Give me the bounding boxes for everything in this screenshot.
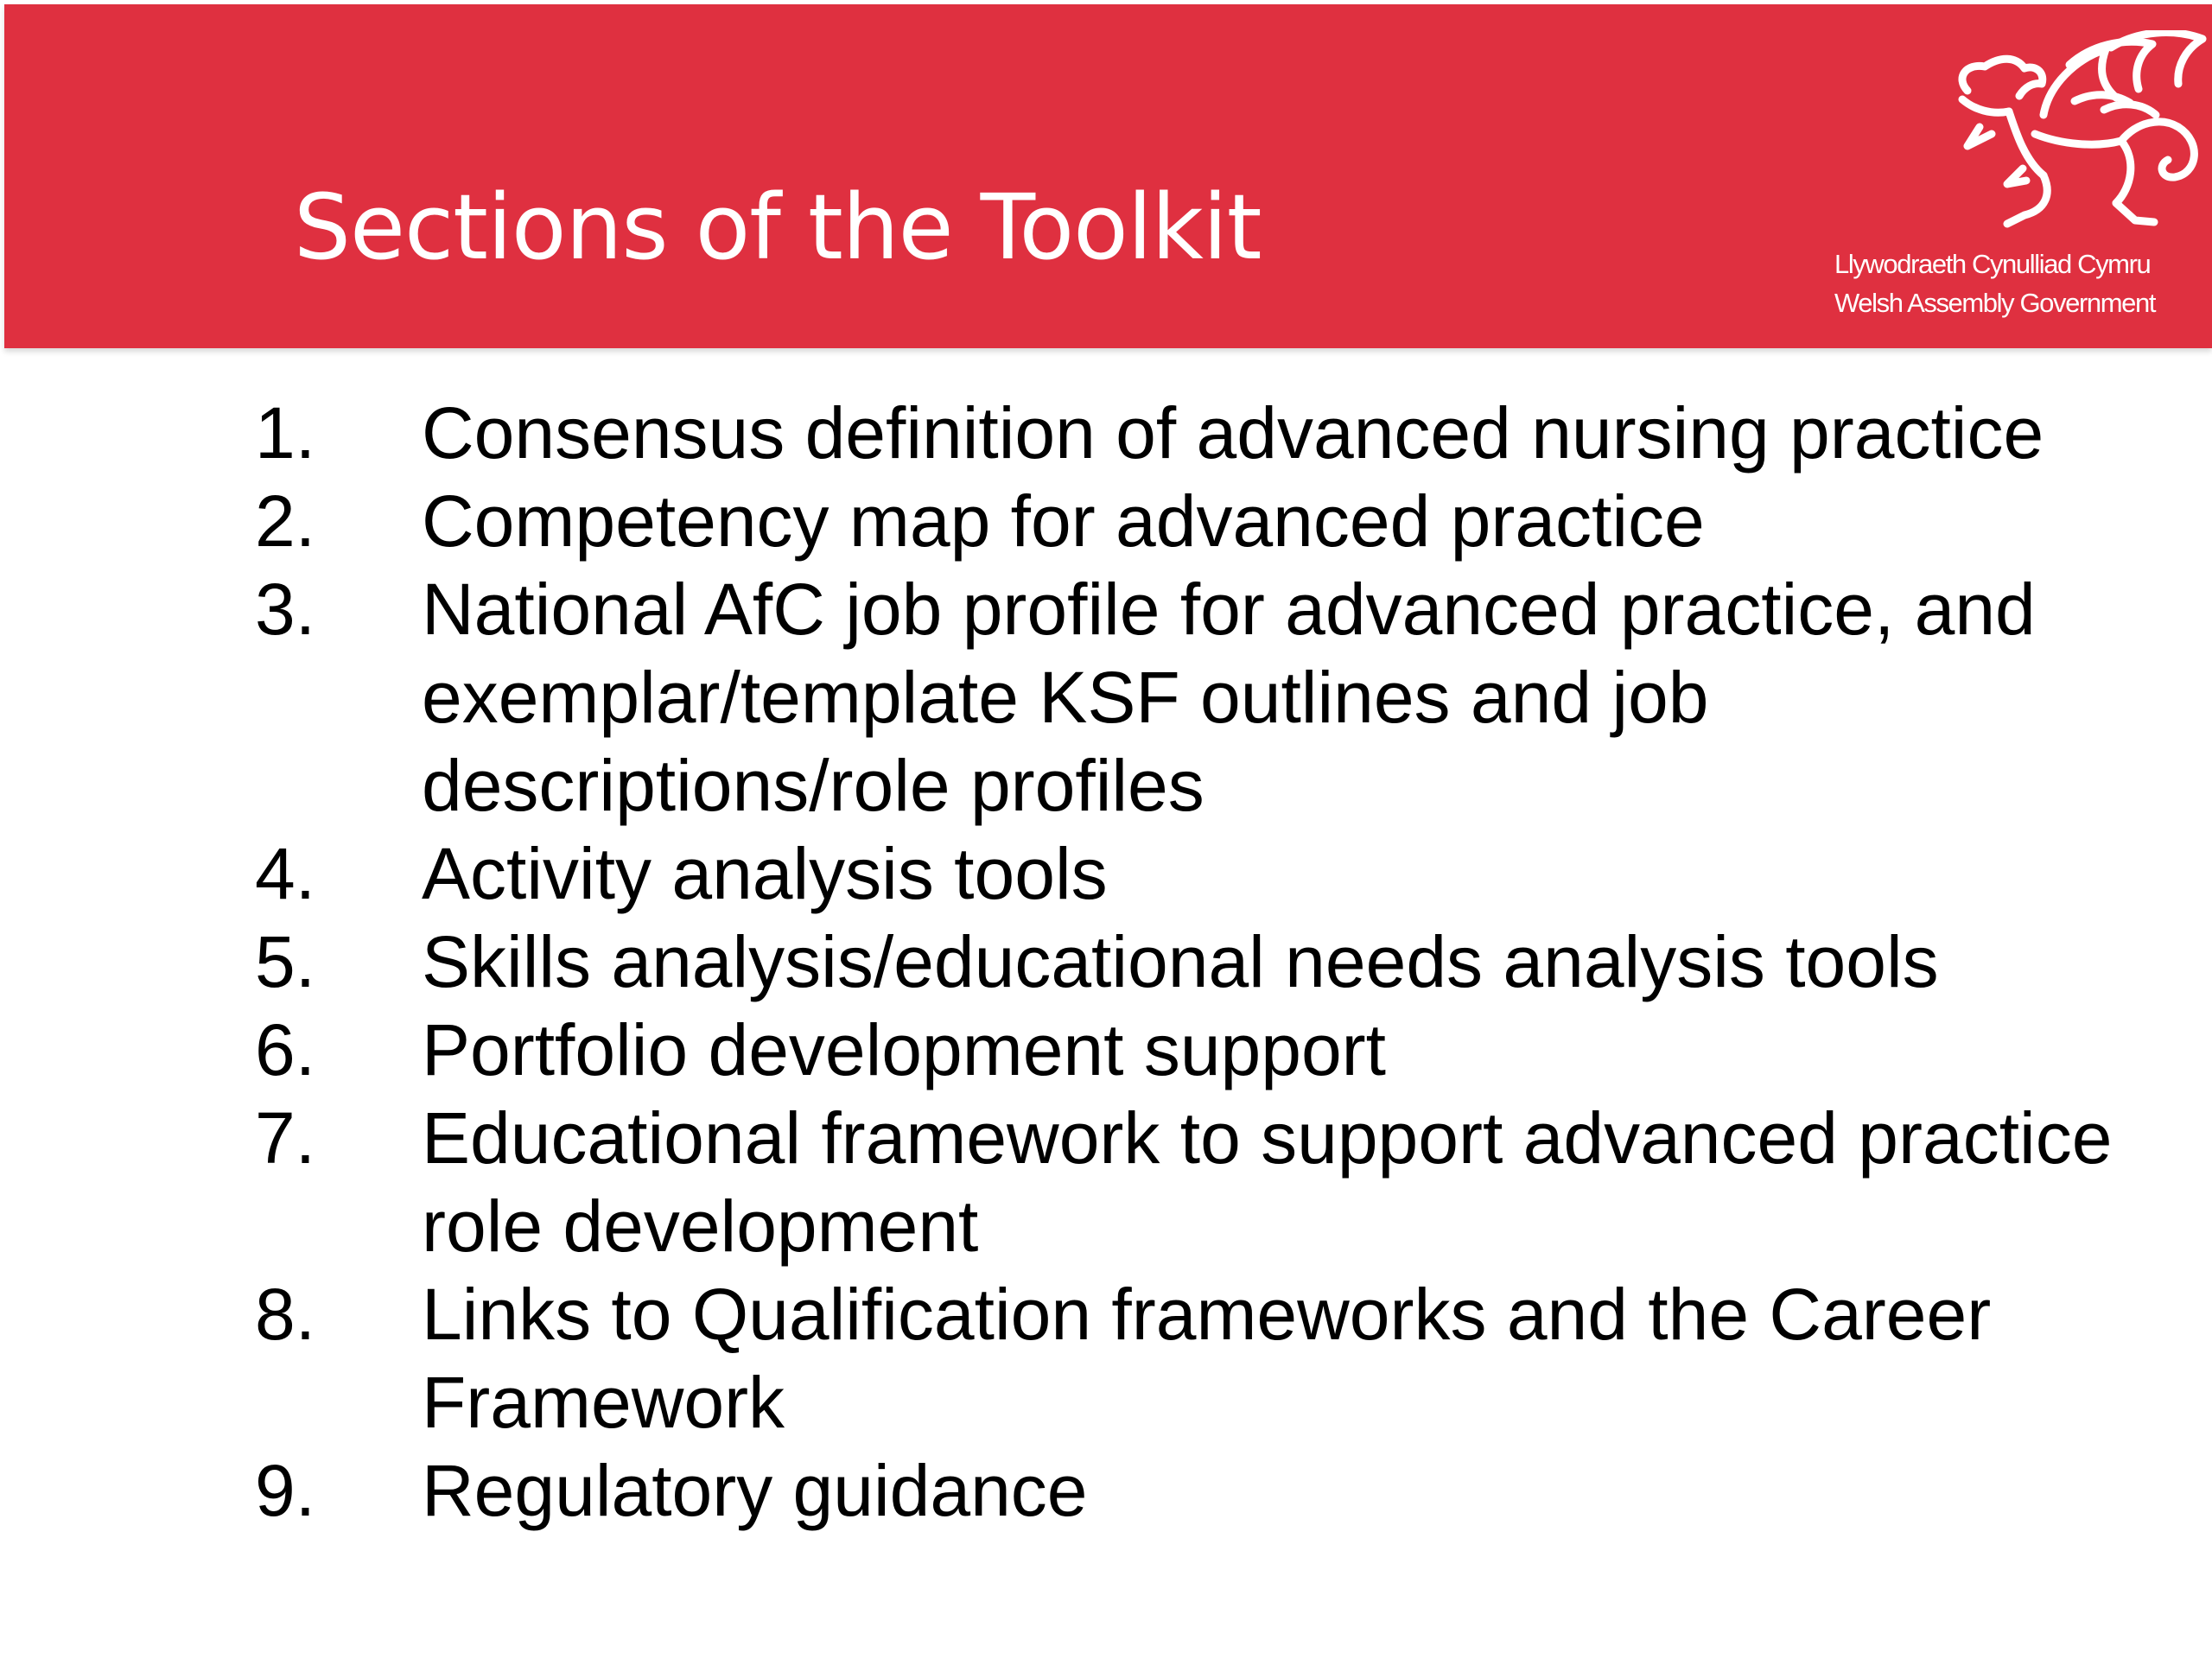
- item-number: 8.: [255, 1274, 316, 1355]
- slide-title: Sections of the Toolkit: [294, 175, 1262, 280]
- list-item: [255, 389, 2156, 477]
- list-item: [255, 918, 2156, 1006]
- logo-text: [1834, 245, 2197, 322]
- item-number: 1.: [255, 392, 316, 474]
- item-number: 6.: [255, 1009, 316, 1090]
- item-text: Skills analysis/educational needs analysis tools: [422, 921, 1939, 1002]
- list-item: [255, 1446, 2156, 1535]
- toolkit-sections-list: [255, 389, 2156, 1535]
- item-text: Regulatory guidance: [422, 1450, 1088, 1531]
- item-number: 7.: [255, 1097, 316, 1179]
- item-text: National AfC job profile for advanced practice, and exemplar/template KSF outlines and job descriptions/role profiles: [422, 569, 2036, 826]
- item-text: Portfolio development support: [422, 1009, 1386, 1090]
- list-item: [255, 1006, 2156, 1094]
- item-text: Educational framework to support advanced practice role development: [422, 1097, 2113, 1267]
- list-item: [255, 565, 2156, 830]
- welsh-assembly-logo: [1819, 30, 2199, 324]
- list-item: [255, 1270, 2156, 1446]
- logo-line-english: Welsh Assembly Government: [1834, 288, 2156, 318]
- item-text: Competency map for advanced practice: [422, 480, 1705, 562]
- item-number: 3.: [255, 569, 316, 650]
- item-number: 5.: [255, 921, 316, 1002]
- list-item: [255, 477, 2156, 565]
- item-number: 4.: [255, 833, 316, 914]
- welsh-dragon-icon: [1905, 30, 2212, 238]
- logo-line-welsh: Llywodraeth Cynulliad Cymru: [1834, 249, 2151, 279]
- list-item: [255, 830, 2156, 918]
- item-number: 9.: [255, 1450, 316, 1531]
- list-item: [255, 1094, 2156, 1270]
- item-text: Links to Qualification frameworks and the Career Framework: [422, 1274, 1992, 1443]
- item-text: Activity analysis tools: [422, 833, 1108, 914]
- item-number: 2.: [255, 480, 316, 562]
- item-text: Consensus definition of advanced nursing practice: [422, 392, 2044, 474]
- header-band: [4, 4, 2212, 348]
